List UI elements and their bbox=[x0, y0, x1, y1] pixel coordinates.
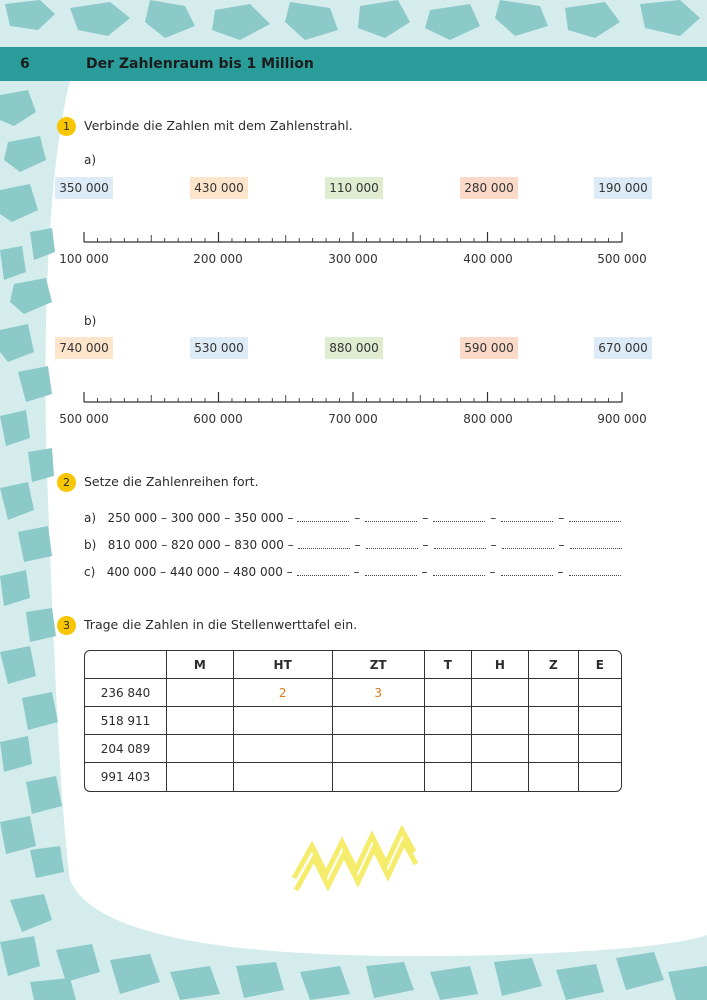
number-box-1a-1[interactable]: 350 000 bbox=[55, 177, 113, 199]
task-3-badge: 3 bbox=[57, 616, 76, 635]
row-number: 991 403 bbox=[85, 763, 167, 791]
place-value-table bbox=[84, 650, 622, 792]
table-cell[interactable] bbox=[529, 763, 579, 791]
column-header: HT bbox=[234, 651, 333, 679]
row-number: 236 840 bbox=[85, 679, 167, 707]
sequence-label-b: b) bbox=[84, 538, 97, 552]
column-header: T bbox=[425, 651, 472, 679]
table-cell[interactable] bbox=[472, 707, 529, 735]
sequence-text-c: 400 000 – 440 000 – 480 000 – bbox=[106, 565, 293, 579]
table-cell[interactable] bbox=[579, 707, 621, 735]
page-title: Der Zahlenraum bis 1 Million bbox=[86, 56, 314, 72]
table-cell[interactable] bbox=[167, 679, 234, 707]
page-header bbox=[0, 47, 707, 81]
table-cell[interactable] bbox=[234, 735, 333, 763]
zigzag-doodle bbox=[290, 822, 420, 897]
answer-blank[interactable] bbox=[433, 511, 485, 522]
sequence-text-b: 810 000 – 820 000 – 830 000 – bbox=[107, 538, 294, 552]
table-cell[interactable] bbox=[333, 707, 425, 735]
scale-label-1a-4: 400 000 bbox=[463, 252, 513, 266]
number-box-1a-4[interactable]: 280 000 bbox=[460, 177, 518, 199]
table-cell[interactable] bbox=[579, 735, 621, 763]
sequence-row-c: c) 400 000 – 440 000 – 480 000 – – – – – bbox=[84, 565, 621, 579]
table-cell[interactable] bbox=[425, 679, 472, 707]
answer-blank[interactable] bbox=[366, 538, 418, 549]
number-box-1b-4[interactable]: 590 000 bbox=[460, 337, 518, 359]
task-1-badge: 1 bbox=[57, 117, 76, 136]
table-cell[interactable]: 3 bbox=[333, 679, 425, 707]
column-header: ZT bbox=[333, 651, 425, 679]
table-cell[interactable] bbox=[472, 679, 529, 707]
table-row bbox=[85, 763, 621, 791]
table-cell[interactable] bbox=[425, 763, 472, 791]
table-cell[interactable] bbox=[472, 735, 529, 763]
table-row bbox=[85, 679, 621, 707]
answer-blank[interactable] bbox=[434, 538, 486, 549]
scale-label-1b-2: 600 000 bbox=[193, 412, 243, 426]
table-cell[interactable] bbox=[333, 735, 425, 763]
row-number: 204 089 bbox=[85, 735, 167, 763]
table-cell[interactable]: 2 bbox=[234, 679, 333, 707]
task-3-instruction: Trage die Zahlen in die Stellenwerttafel ein. bbox=[84, 617, 358, 632]
sequence-label-a: a) bbox=[84, 511, 97, 525]
table-cell[interactable] bbox=[167, 735, 234, 763]
page-number: 6 bbox=[20, 56, 30, 72]
answer-blank[interactable] bbox=[501, 511, 553, 522]
table-cell[interactable] bbox=[579, 679, 621, 707]
column-header: E bbox=[579, 651, 621, 679]
task-1b-label: b) bbox=[84, 314, 97, 328]
answer-blank[interactable] bbox=[570, 538, 622, 549]
number-box-1a-3[interactable]: 110 000 bbox=[325, 177, 383, 199]
table-cell[interactable] bbox=[529, 707, 579, 735]
sequence-row-b: b) 810 000 – 820 000 – 830 000 – – – – – bbox=[84, 538, 622, 552]
sequence-row-a: a) 250 000 – 300 000 – 350 000 – – – – – bbox=[84, 511, 621, 525]
corner-cell bbox=[85, 651, 167, 679]
number-box-1b-5[interactable]: 670 000 bbox=[594, 337, 652, 359]
table-cell[interactable] bbox=[234, 707, 333, 735]
number-box-1b-2[interactable]: 530 000 bbox=[190, 337, 248, 359]
table-row bbox=[85, 735, 621, 763]
number-line-a[interactable] bbox=[80, 230, 630, 250]
table-cell[interactable] bbox=[425, 735, 472, 763]
answer-blank[interactable] bbox=[297, 565, 349, 576]
answer-blank[interactable] bbox=[298, 538, 350, 549]
scale-label-1b-3: 700 000 bbox=[328, 412, 378, 426]
answer-blank[interactable] bbox=[502, 538, 554, 549]
table-cell[interactable] bbox=[579, 763, 621, 791]
scale-label-1b-1: 500 000 bbox=[59, 412, 109, 426]
answer-blank[interactable] bbox=[297, 511, 349, 522]
column-header: H bbox=[472, 651, 529, 679]
number-box-1a-2[interactable]: 430 000 bbox=[190, 177, 248, 199]
scale-label-1a-3: 300 000 bbox=[328, 252, 378, 266]
table-cell[interactable] bbox=[472, 763, 529, 791]
answer-blank[interactable] bbox=[569, 511, 621, 522]
table-cell[interactable] bbox=[425, 707, 472, 735]
column-header: Z bbox=[529, 651, 579, 679]
sequence-text-a: 250 000 – 300 000 – 350 000 – bbox=[107, 511, 294, 525]
answer-blank[interactable] bbox=[501, 565, 553, 576]
table-header-row bbox=[85, 651, 621, 679]
number-box-1b-3[interactable]: 880 000 bbox=[325, 337, 383, 359]
number-line-b[interactable] bbox=[80, 390, 630, 410]
scale-label-1a-1: 100 000 bbox=[59, 252, 109, 266]
task-1a-label: a) bbox=[84, 153, 97, 167]
scale-label-1b-4: 800 000 bbox=[463, 412, 513, 426]
task-2-badge: 2 bbox=[57, 473, 76, 492]
answer-blank[interactable] bbox=[365, 565, 417, 576]
column-header: M bbox=[167, 651, 234, 679]
table-row bbox=[85, 707, 621, 735]
table-cell[interactable] bbox=[333, 763, 425, 791]
table-cell[interactable] bbox=[529, 735, 579, 763]
number-box-1b-1[interactable]: 740 000 bbox=[55, 337, 113, 359]
table-cell[interactable] bbox=[167, 763, 234, 791]
table-cell[interactable] bbox=[234, 763, 333, 791]
scale-label-1b-5: 900 000 bbox=[597, 412, 647, 426]
scale-label-1a-2: 200 000 bbox=[193, 252, 243, 266]
scale-label-1a-5: 500 000 bbox=[597, 252, 647, 266]
sequence-label-c: c) bbox=[84, 565, 96, 579]
table-cell[interactable] bbox=[529, 679, 579, 707]
table-cell[interactable] bbox=[167, 707, 234, 735]
task-2-instruction: Setze die Zahlenreihen fort. bbox=[84, 474, 259, 489]
task-1-instruction: Verbinde die Zahlen mit dem Zahlenstrahl. bbox=[84, 118, 353, 133]
answer-blank[interactable] bbox=[569, 565, 621, 576]
number-box-1a-5[interactable]: 190 000 bbox=[594, 177, 652, 199]
answer-blank[interactable] bbox=[433, 565, 485, 576]
row-number: 518 911 bbox=[85, 707, 167, 735]
answer-blank[interactable] bbox=[365, 511, 417, 522]
